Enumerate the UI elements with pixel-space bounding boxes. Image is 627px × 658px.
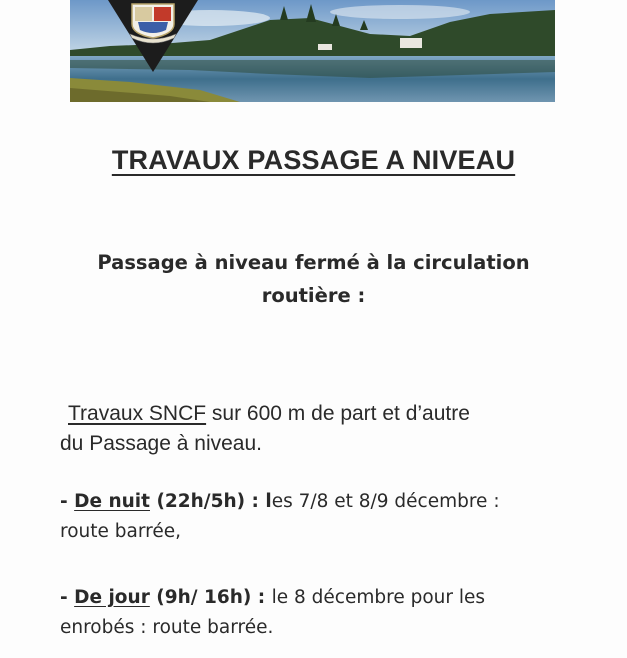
subtitle: [0, 246, 627, 312]
item-day-dash: -: [60, 587, 75, 608]
item-night-dash: -: [60, 491, 75, 512]
paragraph-works-line-2: du Passage à niveau.: [60, 432, 262, 455]
works-line-1-rest: sur 600 m de part et d’autre: [206, 402, 470, 425]
item-night-hours: (22h/5h) : l: [150, 491, 272, 512]
item-day-hours: (9h/ 16h) :: [149, 587, 272, 608]
item-day-line-2: enrobés : route barrée.: [60, 617, 274, 638]
item-night-line-1: [60, 487, 580, 517]
paragraph-works: [60, 399, 580, 459]
item-night: [60, 487, 580, 547]
subtitle-line-1: Passage à niveau fermé à la circulation: [97, 251, 530, 274]
coat-of-arms: [108, 0, 198, 72]
item-day: [60, 583, 580, 643]
works-sncf-label: Travaux SNCF: [68, 402, 207, 425]
page-title: [0, 145, 627, 176]
paragraph-works-line-1: [60, 399, 580, 429]
item-night-label: De nuit: [74, 491, 150, 512]
item-night-line-2: route barrée,: [60, 521, 181, 542]
title-text: TRAVAUX PASSAGE A NIVEAU: [111, 145, 516, 175]
item-day-text: le 8 décembre pour les: [271, 587, 486, 608]
item-night-text: es 7/8 et 8/9 décembre :: [271, 491, 500, 512]
item-day-line-1: [60, 583, 580, 613]
subtitle-line-2: routière :: [261, 284, 366, 307]
coat-of-arms-icon: [108, 0, 198, 72]
item-day-label: De jour: [74, 587, 150, 608]
